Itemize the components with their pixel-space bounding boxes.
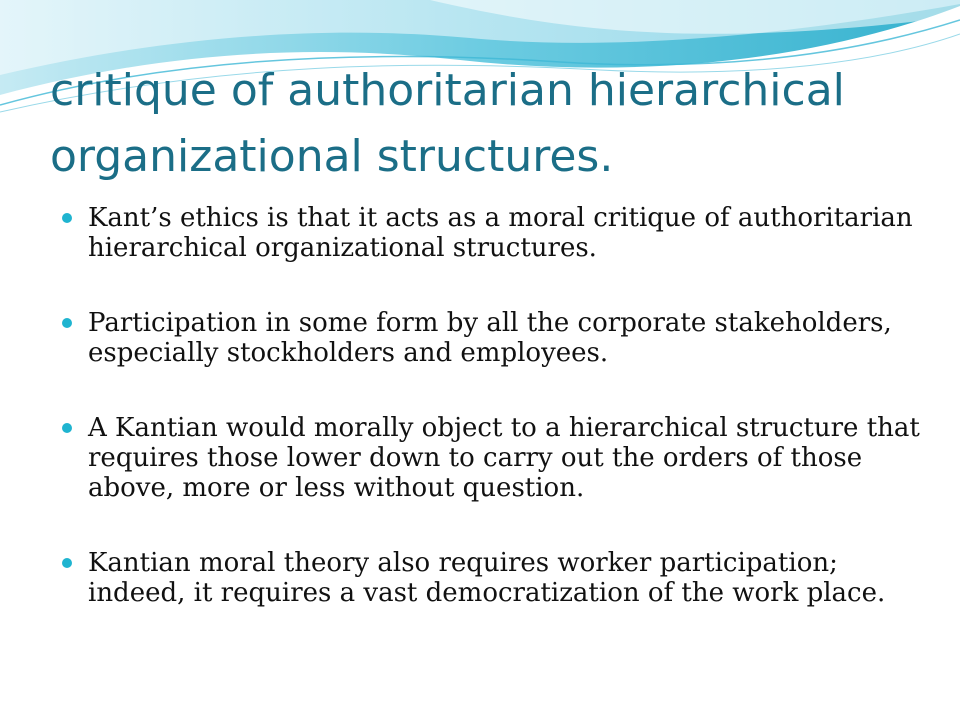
list-item bbox=[62, 413, 922, 503]
slide-title: critique of authoritarian hierarchical organizational structures. bbox=[50, 65, 845, 182]
bullet-dot-icon bbox=[62, 558, 72, 568]
bullet-list bbox=[62, 203, 922, 608]
bullet-text: A Kantian would morally object to a hierarchical structure that requires those lower down to carry out the orders of those above, more or less without question. bbox=[88, 413, 920, 503]
bullet-text: Kant’s ethics is that it acts as a moral critique of authoritarian hierarchical organizational structures. bbox=[88, 203, 913, 263]
list-item bbox=[62, 548, 922, 608]
list-item bbox=[62, 203, 922, 263]
bullet-dot-icon bbox=[62, 213, 72, 223]
bullet-dot-icon bbox=[62, 318, 72, 328]
list-item bbox=[62, 308, 922, 368]
bullet-dot-icon bbox=[62, 423, 72, 433]
bullet-text: Kantian moral theory also requires worker participation; indeed, it requires a vast democratization of the work place. bbox=[88, 548, 886, 608]
bullet-text: Participation in some form by all the corporate stakeholders, especially stockholders and employees. bbox=[88, 308, 892, 368]
